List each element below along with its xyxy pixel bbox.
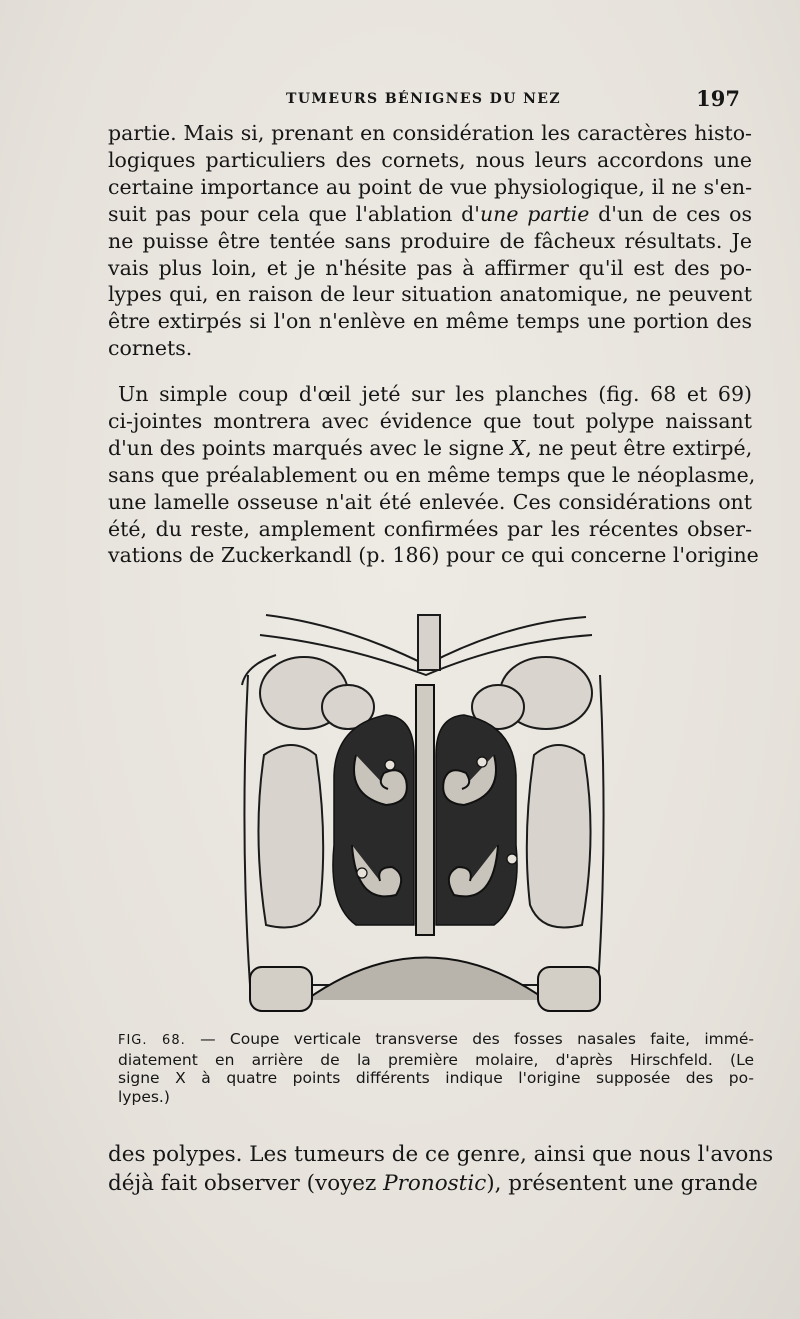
page-number: 197 [696,86,740,111]
caption-line: lypes.) [118,1087,170,1106]
origin-marker [357,868,367,878]
text-line-with-italic [108,201,752,228]
text-line: lypes qui, en raison de leur situation anatomique, ne peuvent [108,282,752,307]
text-line: certaine importance au point de vue physiologique, il ne s'en- [108,174,752,199]
origin-marker [385,760,395,770]
text-segment: déjà fait observer (voyez [108,1171,384,1196]
text-line: Un simple coup d'œil jeté sur les planches (fig. 68 et 69) [118,382,752,406]
text-line: vations de Zuckerkandl (p. 186) pour ce qui concerne l'origine [108,543,759,568]
text-line: ci-jointes montrera avec évidence que tout polype naissant [108,408,752,433]
paragraph-2 [108,381,759,569]
paragraph-1 [108,120,752,362]
nasal-cross-section-engraving [236,605,612,1025]
italic-word: Pronostic [383,1171,487,1196]
text-segment: , ne peut être extirpé, [525,435,753,460]
text-line-with-italic [108,435,752,462]
text-line: été, du reste, amplement confirmées par les récentes obser- [108,516,752,541]
text-segment: ), présentent une grande [486,1171,758,1196]
italic-phrase: une partie [479,201,590,226]
caption-line: signe X à quatre points différents indique l'origine supposée des po- [118,1069,754,1087]
text-segment: d'un des points marqués avec le signe [108,435,511,460]
origin-marker [477,757,487,767]
text-line: cornets. [108,336,193,361]
text-line: être extirpés si l'on n'enlève en même temps une portion des [108,309,752,334]
text-line: partie. Mais si, prenant en considération les caractères histo- [108,121,752,145]
figure-caption [118,1030,754,1106]
text-line-with-italic [108,1169,758,1198]
paragraph-3 [108,1140,774,1198]
running-title: TUMEURS BÉNIGNES DU NEZ [286,91,561,107]
text-line: vais plus loin, et je n'hésite pas à affirmer qu'il est des po- [108,255,752,280]
caption-line [118,1030,754,1051]
text-line: logiques particuliers des cornets, nous leurs accordons une [108,147,752,172]
caption-line: diatement en arrière de la première molaire, d'après Hirschfeld. (Le [118,1050,754,1069]
text-line: sans que préalablement ou en même temps que le néoplasme, [108,462,756,487]
caption-segment: — Coupe verticale transverse des fosses nasales faite, immé- [185,1030,754,1048]
text-line: ne puisse être tentée sans produire de fâcheux résultats. Je [108,228,752,253]
figure-68-nasal-section-illustration [236,605,612,1025]
running-head [108,88,748,114]
figure-label: FIG. 68. [118,1033,186,1048]
italic-sign: X [510,435,526,460]
text-line: une lamelle osseuse n'ait été enlevée. Ces considérations ont [108,489,752,514]
text-segment: d'un de ces os [589,201,753,226]
text-segment: suit pas pour cela que l'ablation d' [108,201,480,226]
origin-marker [507,854,517,864]
text-line: des polypes. Les tumeurs de ce genre, ainsi que nous l'avons [108,1142,774,1167]
